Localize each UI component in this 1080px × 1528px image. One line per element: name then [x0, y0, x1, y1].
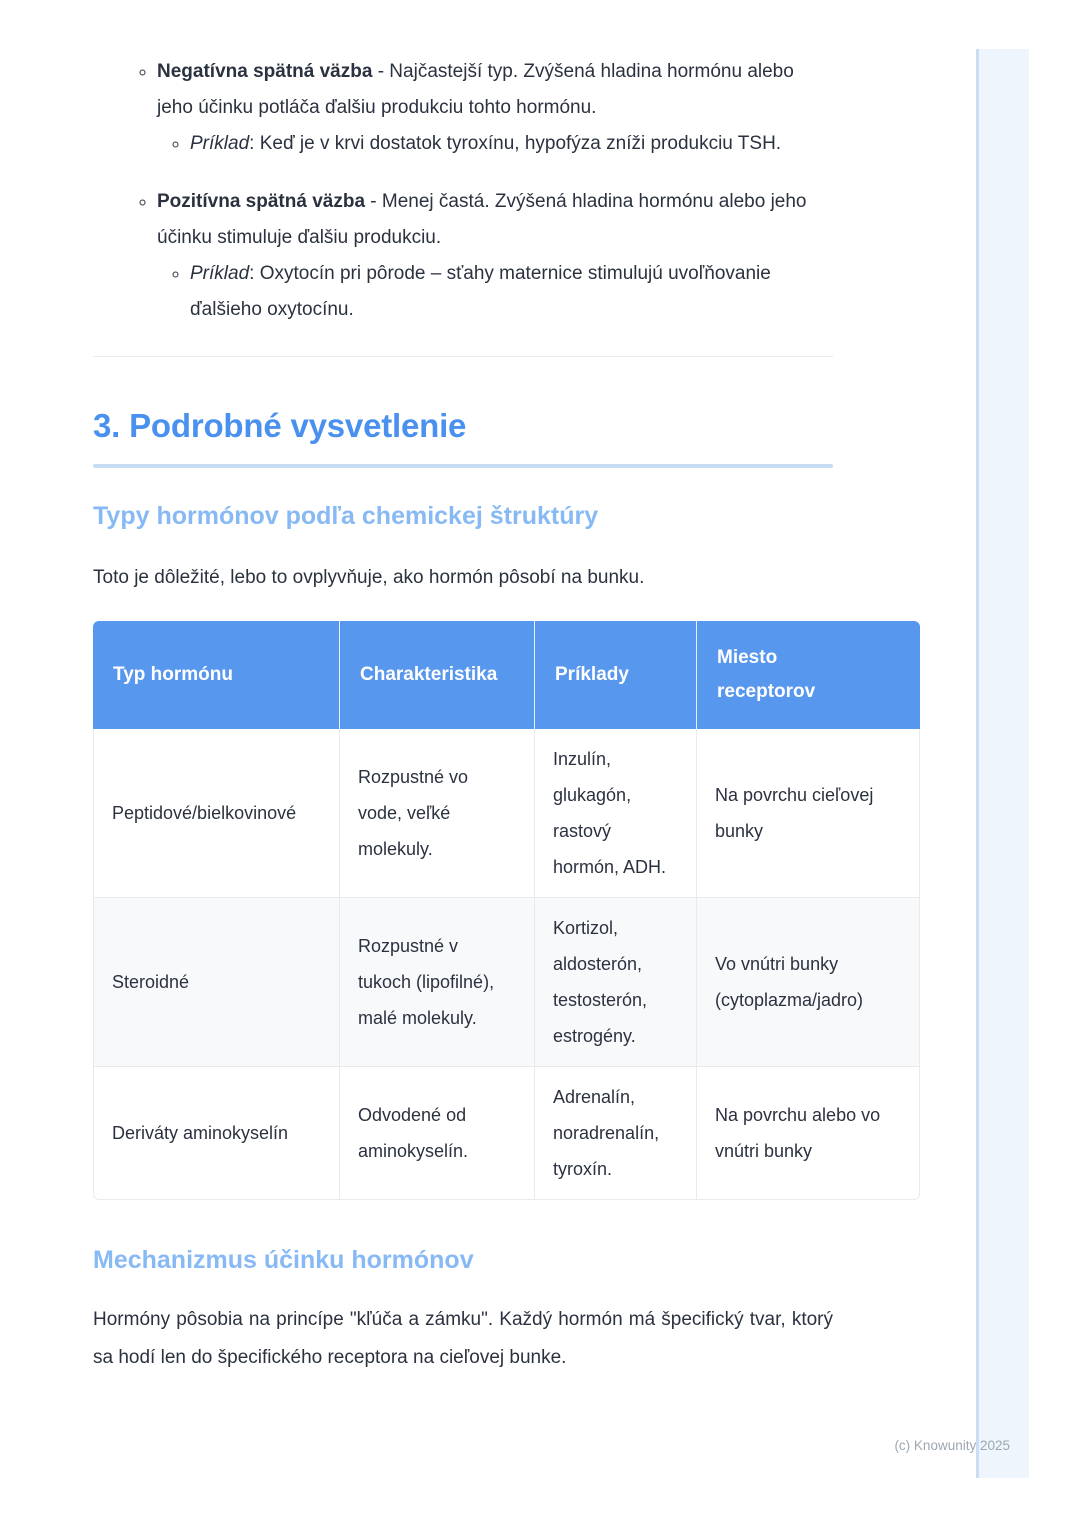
subsection-heading-mechanism: Mechanizmus účinku hormónov	[93, 1246, 474, 1274]
table-cell: Vo vnútri bunky (cytoplazma/jadro)	[697, 898, 920, 1067]
example-text: : Oxytocín pri pôrode – sťahy maternice stimulujú uvoľňovanie ďalšieho oxytocínu.	[190, 263, 771, 320]
table-cell: Adrenalín, noradrenalín, tyroxín.	[535, 1067, 697, 1200]
table-header-label: Príklady	[555, 664, 629, 685]
hormone-types-table	[93, 621, 920, 1200]
list-item-negative-feedback	[157, 54, 833, 162]
table-row-steroid	[93, 898, 920, 1067]
page-content	[93, 40, 920, 1377]
example-item	[190, 126, 833, 162]
list-item-term: Negatívna spätná väzba	[157, 61, 373, 82]
table-cell: Rozpustné vo vode, veľké molekuly.	[340, 729, 535, 898]
footer-credit: (c) Knowunity 2025	[894, 1438, 1010, 1453]
section-heading: 3. Podrobné vysvetlenie	[93, 407, 467, 444]
list-item-description: - Najčastejší typ. Zvýšená hladina hormónu alebo jeho účinku potláča ďalšiu produkciu tohto hormónu.	[157, 61, 794, 118]
subsection-heading-hormone-types: Typy hormónov podľa chemickej štruktúry	[93, 502, 599, 530]
page-edge-strip	[976, 49, 1029, 1478]
table-row-peptide	[93, 729, 920, 898]
list-item-term: Pozitívna spätná väzba	[157, 191, 366, 212]
list-item-description: - Menej častá. Zvýšená hladina hormónu alebo jeho účinku stimuluje ďalšiu produkciu.	[157, 191, 807, 248]
mechanism-paragraph: Hormóny pôsobia na princípe "kľúča a zámku". Každý hormón má špecifický tvar, ktorý sa hodí len do špecifického receptora na cieľovej bunke.	[93, 1309, 833, 1368]
section-heading-underline	[93, 464, 833, 468]
table-header-charakteristika	[340, 621, 535, 729]
example-item	[190, 256, 833, 328]
table-cell: Steroidné	[93, 898, 340, 1067]
table-head	[93, 621, 920, 729]
example-sublist	[157, 256, 833, 328]
table-row-amino-derivatives	[93, 1067, 920, 1200]
table-cell: Na povrchu alebo vo vnútri bunky	[697, 1067, 920, 1200]
table-cell: Peptidové/bielkovinové	[93, 729, 340, 898]
table-body	[93, 729, 920, 1200]
table-cell: Deriváty aminokyselín	[93, 1067, 340, 1200]
table-header-label: Typ hormónu	[113, 664, 233, 685]
table-header-label: Charakteristika	[360, 664, 498, 685]
intro-paragraph: Toto je dôležité, lebo to ovplyvňuje, ako hormón pôsobí na bunku.	[93, 567, 645, 588]
list-item-positive-feedback	[157, 184, 833, 328]
table-header-priklady	[535, 621, 697, 729]
example-label: Príklad	[190, 263, 250, 284]
example-label: Príklad	[190, 133, 250, 154]
section-divider	[93, 356, 833, 357]
table-cell: Odvodené od aminokyselín.	[340, 1067, 535, 1200]
table-header-typ-hormonu	[93, 621, 340, 729]
table-cell: Inzulín, glukagón, rastový hormón, ADH.	[535, 729, 697, 898]
table-cell: Na povrchu cieľovej bunky	[697, 729, 920, 898]
example-text: : Keď je v krvi dostatok tyroxínu, hypofýza zníži produkciu TSH.	[249, 133, 782, 154]
table-header-miesto-receptorov	[697, 621, 920, 729]
example-sublist	[157, 126, 833, 162]
table-header-row	[93, 621, 920, 729]
table-cell: Kortizol, aldosterón, testosterón, estrogény.	[535, 898, 697, 1067]
table-cell: Rozpustné v tukoch (lipofilné), malé molekuly.	[340, 898, 535, 1067]
feedback-types-list	[93, 54, 833, 328]
table-header-label: Miesto receptorov	[717, 647, 816, 702]
